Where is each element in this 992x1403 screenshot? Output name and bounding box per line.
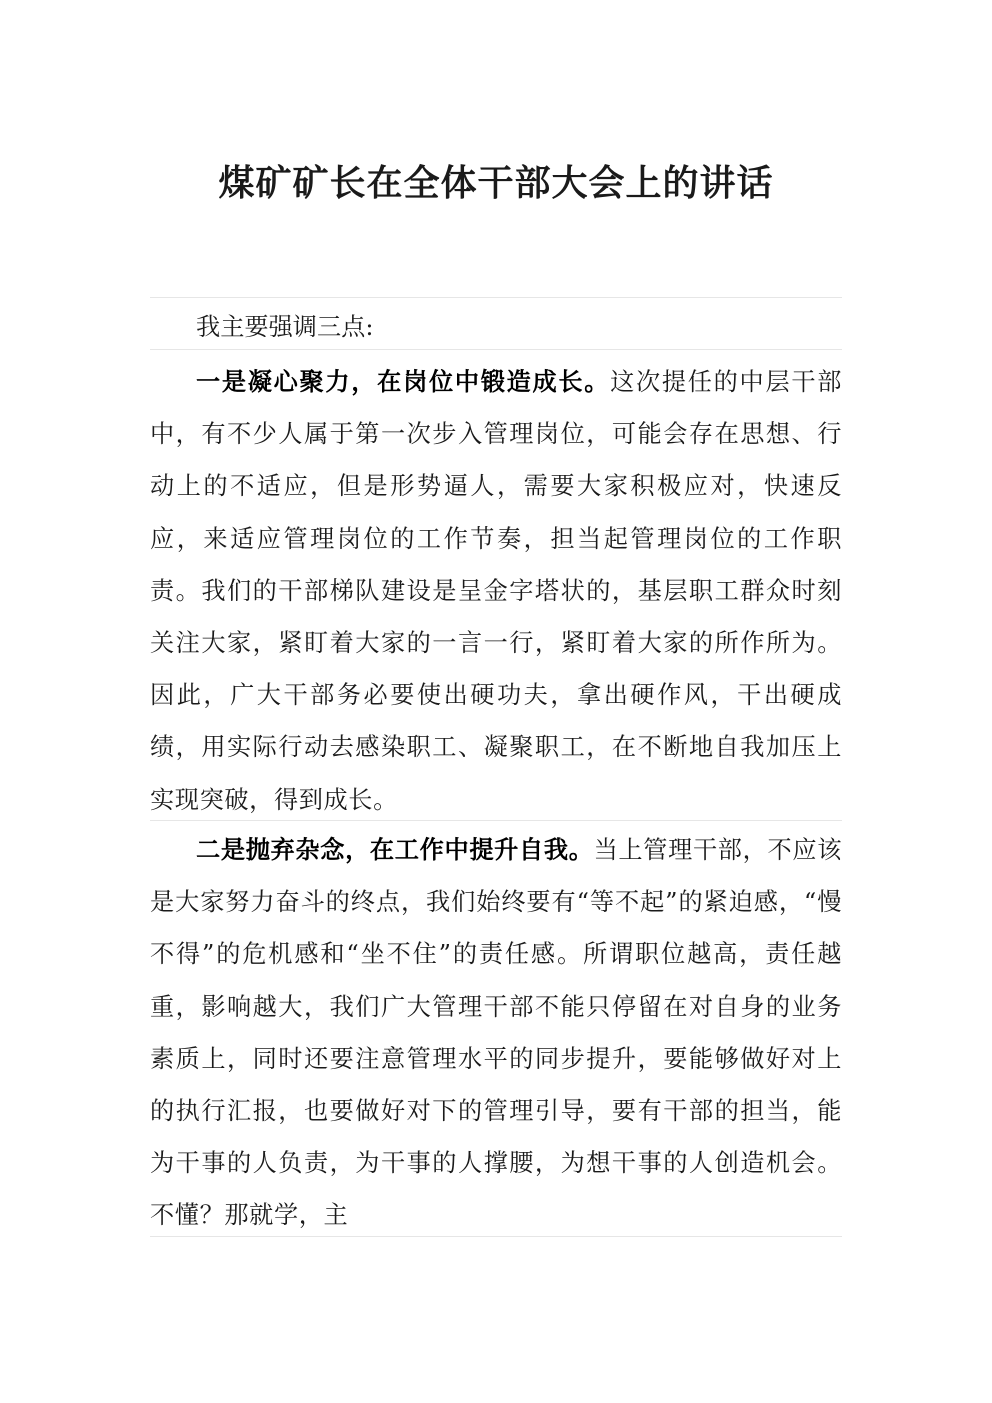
paragraph-2-body: 当上管理干部，不应该是大家努力奋斗的终点，我们始终要有“等不起”的紧迫感，“慢不得”的危机感和“坐不住”的责任感。所谓职位越高，责任越重，影响越大，我们广大管理干部不能只停留在对自身的业务素质上，同时还要注意管理水平的同步提升，要能够做好对上的执行汇报，也要做好对下的管理引导，要有干部的担当，能为干事的人负责，为干事的人撑腰，为想干事的人创造机会。不懂？那就学，主 xyxy=(150,836,842,1230)
document-title: 煤矿矿长在全体干部大会上的讲话 xyxy=(218,162,774,204)
paragraph-1 xyxy=(150,356,842,826)
paragraph-2-heading: 二是抛弃杂念，在工作中提升自我。 xyxy=(196,835,594,864)
table-rule xyxy=(150,349,842,350)
paragraph-2 xyxy=(150,824,842,1242)
table-rule xyxy=(150,820,842,821)
paragraph-1-heading: 一是凝心聚力，在岗位中锻造成长。 xyxy=(196,367,611,396)
table-rule-bottom xyxy=(150,1236,842,1237)
intro-line: 我主要强调三点: xyxy=(196,313,374,341)
paragraph-1-body: 这次提任的中层干部中，有不少人属于第一次步入管理岗位，可能会存在思想、行动上的不适应，但是形势逼人，需要大家积极应对，快速反应，来适应管理岗位的工作节奏，担当起管理岗位的工作职责。我们的干部梯队建设是呈金字塔状的，基层职工群众时刻关注大家，紧盯着大家的一言一行，紧盯着大家的所作所为。因此，广大干部务必要使出硬功夫，拿出硬作风，干出硬成绩，用实际行动去感染职工、凝聚职工，在不断地自我加压上实现突破，得到成长。 xyxy=(150,368,842,814)
table-rule-top xyxy=(150,297,842,298)
